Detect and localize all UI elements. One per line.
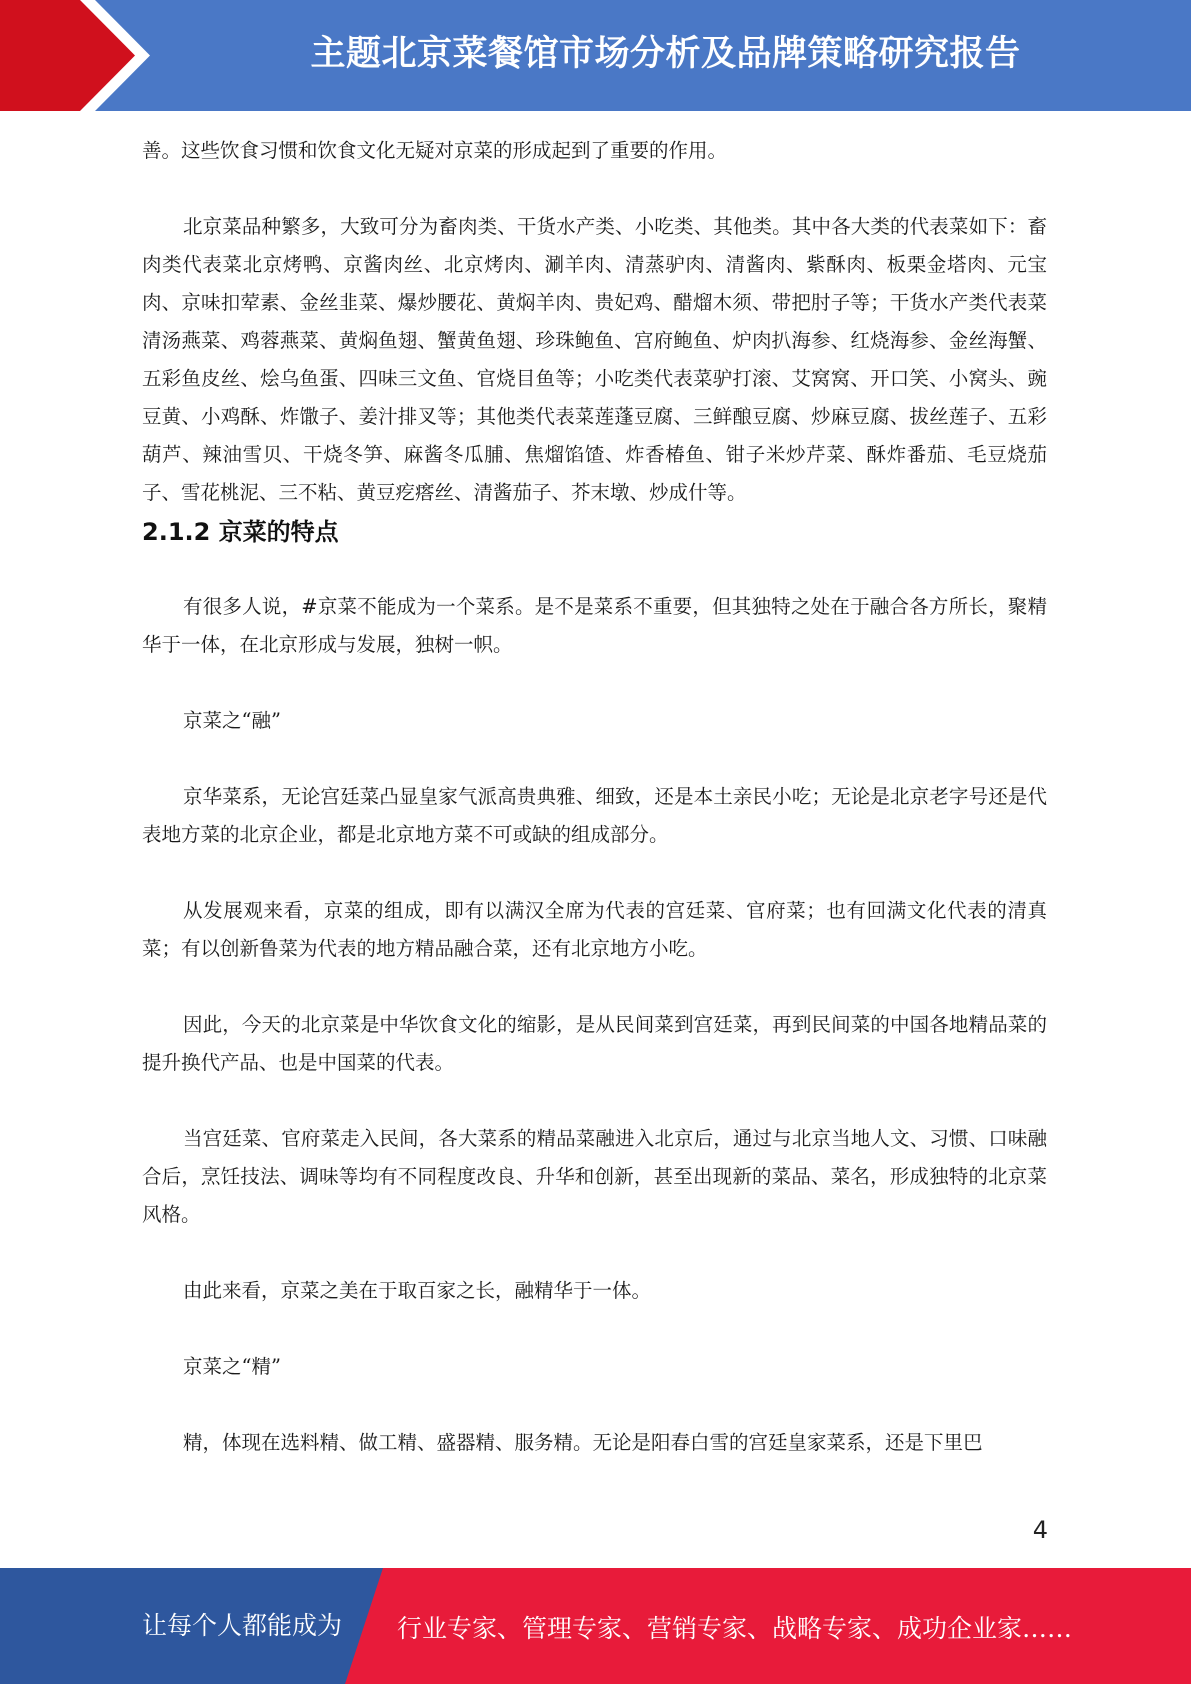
header-red-arrow-decoration xyxy=(0,0,150,111)
page-number: 4 xyxy=(1032,1516,1048,1544)
paragraph-conclusion: 由此来看，京菜之美在于取百家之长，融精华于一体。 xyxy=(183,1279,652,1302)
section-heading: 2.1.2 京菜的特点 xyxy=(142,518,339,546)
paragraph-development: 从发展观来看，京菜的组成，即有以满汉全席为代表的宫廷菜、官府菜；也有回满文化代表的清真菜；有以创新鲁菜为代表的地方精品融合菜，还有北京地方小吃。 xyxy=(142,899,1047,960)
paragraph-palace-cuisine: 当宫廷菜、官府菜走入民间，各大菜系的精品菜融进入北京后，通过与北京当地人文、习惯、口味融合后，烹饪技法、调味等均有不同程度改良、升华和创新，甚至出现新的菜品、菜名，形成独特的北京菜风格。 xyxy=(142,1127,1047,1226)
subheading-jing: 京菜之“精” xyxy=(183,1355,281,1378)
paragraph-jinghua: 京华菜系，无论宫廷菜凸显皇家气派高贵典雅、细致，还是本土亲民小吃；无论是北京老字号还是代表地方菜的北京企业，都是北京地方菜不可或缺的组成部分。 xyxy=(142,785,1047,846)
footer-slogan-right: 行业专家、管理专家、营销专家、战略专家、成功企业家…… xyxy=(397,1614,1073,1643)
page-header xyxy=(0,0,1191,111)
document-body xyxy=(142,132,1047,1462)
paragraph-therefore: 因此，今天的北京菜是中华饮食文化的缩影，是从民间菜到宫廷菜，再到民间菜的中国各地精品菜的提升换代产品、也是中国菜的代表。 xyxy=(142,1013,1047,1074)
subheading-rong: 京菜之“融” xyxy=(183,709,281,732)
paragraph-refinement: 精，体现在选料精、做工精、盛器精、服务精。无论是阳春白雪的宫廷皇家菜系，还是下里巴 xyxy=(183,1431,983,1454)
paragraph-dish-categories: 北京菜品种繁多，大致可分为畜肉类、干货水产类、小吃类、其他类。其中各大类的代表菜如下：畜肉类代表菜北京烤鸭、京酱肉丝、北京烤肉、涮羊肉、清蒸驴肉、清酱肉、紫酥肉、板栗金塔肉、元宝肉、京味扣荤素、金丝韭菜、爆炒腰花、黄焖羊肉、贵妃鸡、醋熘木须、带把肘子等；干货水产类代表菜清汤燕菜、鸡蓉燕菜、黄焖鱼翅、蟹黄鱼翅、珍珠鲍鱼、宫府鲍鱼、炉肉扒海参、红烧海参、金丝海蟹、五彩鱼皮丝、烩乌鱼蛋、四味三文鱼、官烧目鱼等；小吃类代表菜驴打滚、艾窝窝、开口笑、小窝头、豌豆黄、小鸡酥、炸馓子、姜汁排叉等；其他类代表菜莲蓬豆腐、三鲜酿豆腐、炒麻豆腐、拔丝莲子、五彩葫芦、辣油雪贝、干烧冬笋、麻酱冬瓜脯、焦熘馅馇、炸香椿鱼、钳子米炒芹菜、酥炸番茄、毛豆烧茄子、雪花桃泥、三不粘、黄豆疙瘩丝、清酱茄子、芥末墩、炒成什等。 xyxy=(142,215,1047,504)
page-footer xyxy=(0,1568,1191,1684)
paragraph-continuation: 善。这些饮食习惯和饮食文化无疑对京菜的形成起到了重要的作用。 xyxy=(142,139,728,162)
footer-slogan-left: 让每个人都能成为 xyxy=(142,1611,343,1640)
document-title: 主题北京菜餐馆市场分析及品牌策略研究报告 xyxy=(310,34,1021,74)
paragraph-intro: 有很多人说，#京菜不能成为一个菜系。是不是菜系不重要，但其独特之处在于融合各方所长，聚精华于一体，在北京形成与发展，独树一帜。 xyxy=(142,595,1047,656)
